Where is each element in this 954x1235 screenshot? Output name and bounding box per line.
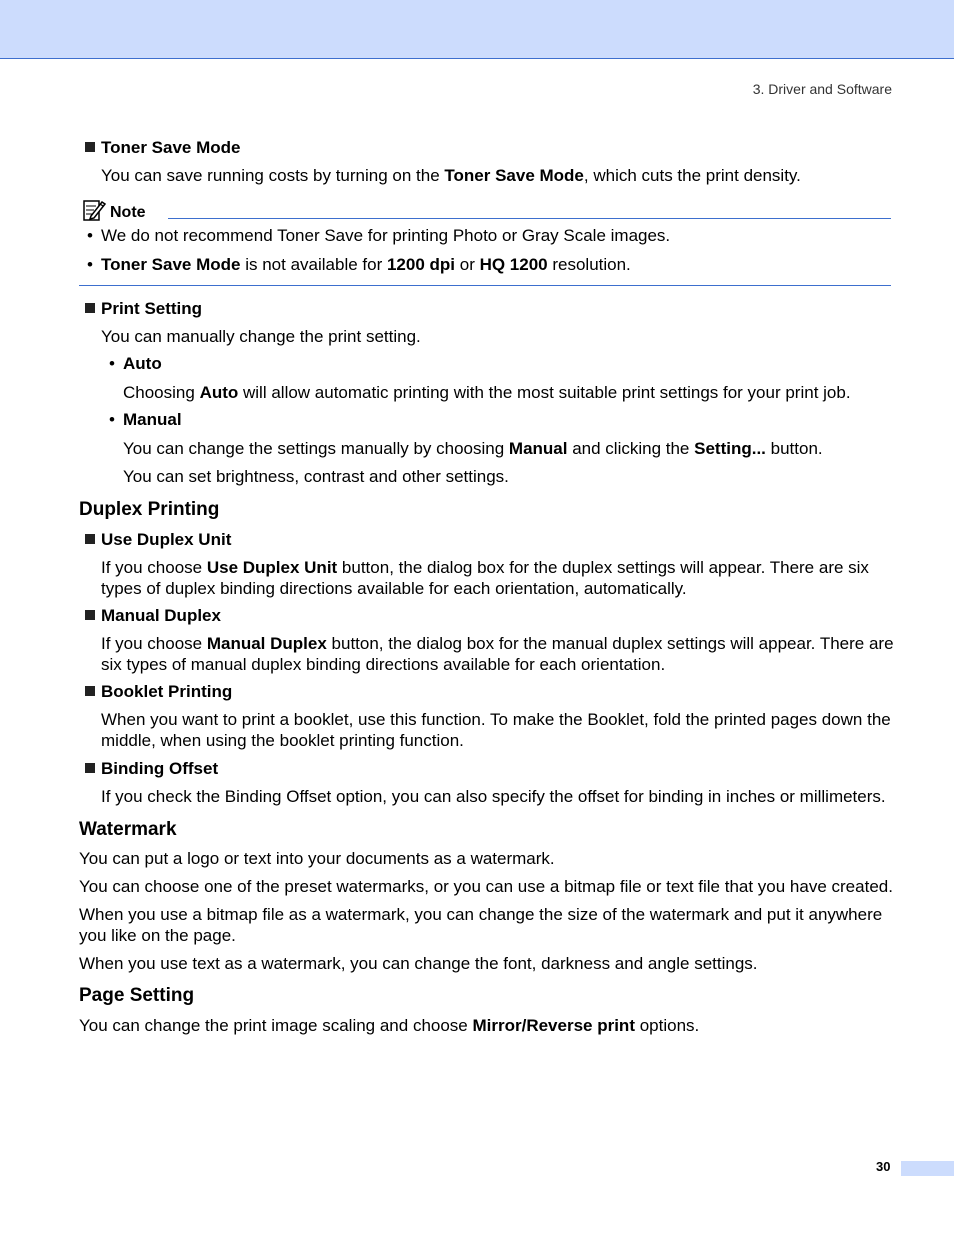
text-run: You can change the print image scaling and choose [79,1016,473,1035]
toner-save-title: Toner Save Mode [101,138,241,157]
manual-text-2: You can set brightness, contrast and other settings. [123,467,509,486]
watermark-p1: You can put a logo or text into your documents as a watermark. [79,849,555,868]
bullet-dot: • [87,255,93,274]
text-run-bold: Mirror/Reverse print [472,1016,635,1035]
manual-title: Manual [123,410,182,429]
page-setting-heading: Page Setting [79,985,195,1006]
text-run: You can change the settings manually by choosing [123,439,509,458]
booklet-text [101,709,891,751]
bullet-dot: • [109,410,115,429]
note-divider-top [168,218,891,219]
manual-duplex-title: Manual Duplex [101,606,221,625]
text-run: or [455,255,480,274]
text-run-bold: Toner Save Mode [444,166,584,185]
text-run-bold: Setting... [694,439,766,458]
manual-text [123,438,823,459]
note-bullet-2-text [101,255,631,275]
text-run: will allow automatic printing with the most suitable print settings for your print job. [238,383,851,402]
note-pencil-icon [82,198,106,222]
text-line: When you want to print a booklet, use this function. To make the Booklet, fold the printed pages down the [101,710,891,729]
text-line: six types of manual duplex binding directions available for each orientation. [101,655,666,674]
square-bullet-icon [85,142,95,152]
print-setting-title: Print Setting [101,299,203,318]
text-run-bold: HQ 1200 [479,255,548,274]
use-duplex-title: Use Duplex Unit [101,530,232,549]
toner-save-title-row [85,138,241,158]
booklet-title-row [85,682,232,702]
square-bullet-icon [85,303,95,313]
text-line: you like on the page. [79,926,236,945]
text-run: button, the dialog box for the manual duplex settings will appear. There are [326,634,894,653]
text-line [101,557,869,578]
binding-offset-text: If you check the Binding Offset option, you can also specify the offset for binding in inches or millimeters. [101,787,886,806]
note-bullet-2 [87,255,631,275]
text-run-bold: Toner Save Mode [101,255,241,274]
manual-duplex-text [101,633,894,675]
print-setting-text: You can manually change the print setting. [101,327,421,346]
text-run-bold: Use Duplex Unit [206,558,338,577]
square-bullet-icon [85,610,95,620]
binding-offset-title: Binding Offset [101,759,219,778]
text-run: is not available for [240,255,387,274]
footer-band [901,1161,954,1176]
text-line [101,633,894,654]
text-run-bold: 1200 dpi [386,255,456,274]
auto-title: Auto [123,354,162,373]
manual-bullet [109,410,182,430]
text-run: button, the dialog box for the duplex settings will appear. There are six [337,558,869,577]
binding-offset-title-row [85,759,218,779]
text-run-bold: Auto [199,383,239,402]
text-run: button. [765,439,823,458]
text-line: When you use a bitmap file as a watermark, you can change the size of the watermark and put it anywhere [79,905,883,924]
text-run: , which cuts the print density. [583,166,801,185]
text-run-bold: Manual Duplex [206,634,327,653]
square-bullet-icon [85,686,95,696]
note-bullet-1 [87,226,671,246]
square-bullet-icon [85,763,95,773]
use-duplex-text [101,557,869,599]
text-run: You can save running costs by turning on the [101,166,445,185]
note-divider-bottom [79,285,891,286]
duplex-heading: Duplex Printing [79,499,220,520]
text-line: middle, when using the booklet printing function. [101,731,464,750]
header-band [0,0,954,59]
page-number: 30 [876,1159,891,1174]
note-label: Note [110,204,146,221]
square-bullet-icon [85,534,95,544]
watermark-p3 [79,904,882,946]
watermark-p2: You can choose one of the preset watermarks, or you can use a bitmap file or text file that you have created. [79,877,893,896]
auto-text [123,382,851,403]
page-setting-text [79,1015,699,1036]
text-run: options. [634,1016,700,1035]
watermark-heading: Watermark [79,819,177,840]
note-bullet-1-text: We do not recommend Toner Save for printing Photo or Gray Scale images. [101,226,671,245]
booklet-title: Booklet Printing [101,682,233,701]
text-run: resolution. [547,255,631,274]
chapter-label: 3. Driver and Software [752,81,892,97]
text-line: types of duplex binding directions available for each orientation, automatically. [101,579,687,598]
bullet-dot: • [87,226,93,245]
toner-save-text [101,165,801,186]
text-run: If you choose [101,634,207,653]
print-setting-title-row [85,299,202,319]
text-run: If you choose [101,558,207,577]
text-run-bold: Manual [508,439,568,458]
text-run: and clicking the [567,439,695,458]
auto-bullet [109,354,162,374]
use-duplex-title-row [85,530,231,550]
bullet-dot: • [109,354,115,373]
watermark-p4: When you use text as a watermark, you can change the font, darkness and angle settings. [79,954,758,973]
manual-duplex-title-row [85,606,221,626]
text-run: Choosing [123,383,200,402]
